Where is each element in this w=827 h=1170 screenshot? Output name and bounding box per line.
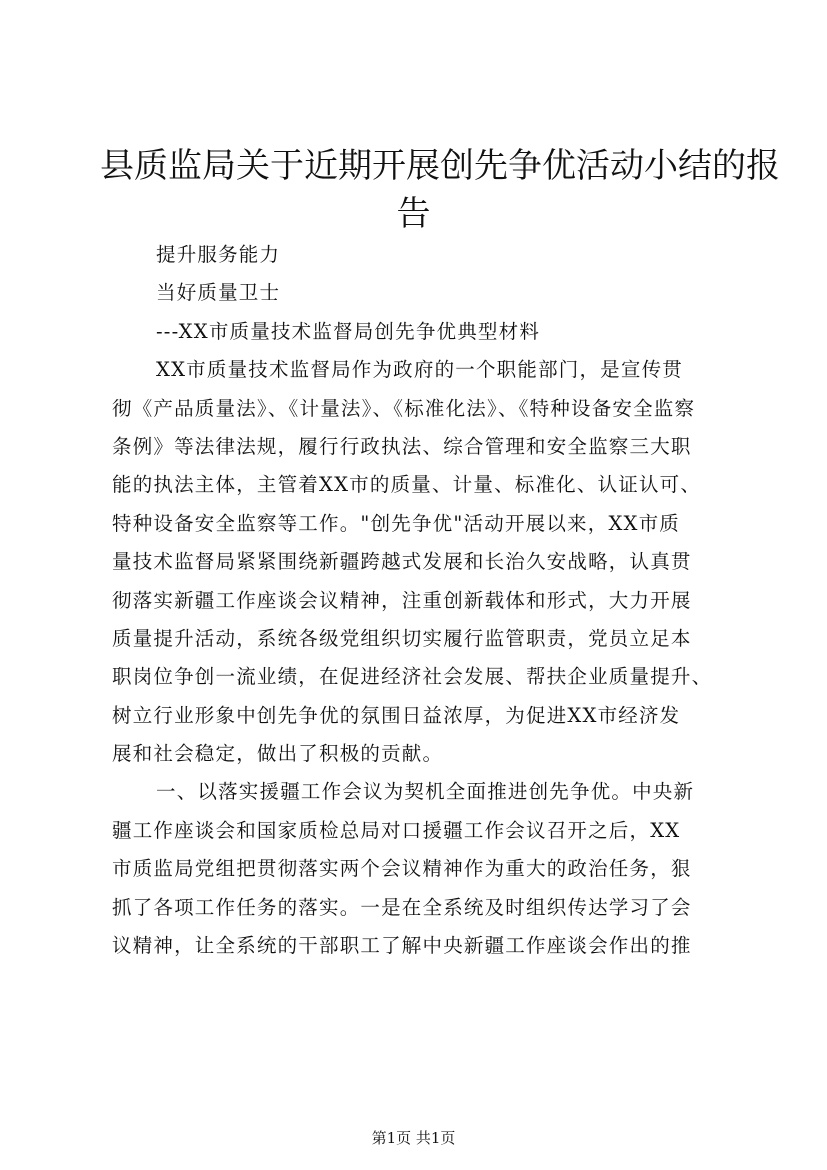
body-line: 抓了各项工作任务的落实。一是在全系统及时组织传达学习了会 bbox=[112, 895, 692, 919]
document-body bbox=[112, 236, 732, 965]
body-line: 疆工作座谈会和国家质检总局对口援疆工作会议召开之后，XX bbox=[112, 818, 681, 842]
body-line: 提升服务能力 bbox=[156, 243, 281, 266]
body-line: 彻《产品质量法》、《计量法》、《标准化法》、《特种设备安全监察 bbox=[112, 396, 696, 420]
document-title bbox=[100, 142, 780, 238]
body-line: 质量提升活动，系统各级党组织切实履行监管职责，党员立足本 bbox=[112, 626, 692, 650]
body-line: 议精神，让全系统的干部职工了解中央新疆工作座谈会作出的推 bbox=[112, 934, 692, 958]
body-line: ---XX市质量技术监督局创先争优典型材料 bbox=[156, 319, 541, 343]
body-line: 能的执法主体，主管着XX市的质量、计量、标准化、认证认可、 bbox=[112, 473, 702, 497]
body-line: 彻落实新疆工作座谈会议精神，注重创新载体和形式，大力开展 bbox=[112, 588, 692, 612]
body-line: 市质监局党组把贯彻落实两个会议精神作为重大的政治任务，狠 bbox=[112, 857, 692, 881]
body-line: XX市质量技术监督局作为政府的一个职能部门，是宣传贯 bbox=[156, 358, 683, 382]
body-line: 特种设备安全监察等工作。"创先争优"活动开展以来，XX市质 bbox=[112, 511, 681, 535]
body-line: 树立行业形象中创先争优的氛围日益浓厚，为促进XX市经济发 bbox=[112, 703, 681, 727]
body-line: 当好质量卫士 bbox=[156, 281, 281, 305]
body-line: 量技术监督局紧紧围绕新疆跨越式发展和长治久安战略，认真贯 bbox=[112, 550, 692, 574]
body-line: 条例》等法律法规，履行行政执法、综合管理和安全监察三大职 bbox=[112, 434, 692, 458]
body-line: 职岗位争创一流业绩，在促进经济社会发展、帮扶企业质量提升、 bbox=[112, 665, 713, 689]
body-line: 一、以落实援疆工作会议为契机全面推进创先争优。中央新 bbox=[156, 780, 695, 804]
page-footer: 第1页 共1页 bbox=[371, 1129, 456, 1147]
body-line: 展和社会稳定，做出了积极的贡献。 bbox=[112, 742, 444, 766]
title-line-1: 县质监局关于近期开展创先争优活动小结的报 bbox=[100, 146, 780, 186]
title-line-2: 告 bbox=[396, 194, 431, 234]
